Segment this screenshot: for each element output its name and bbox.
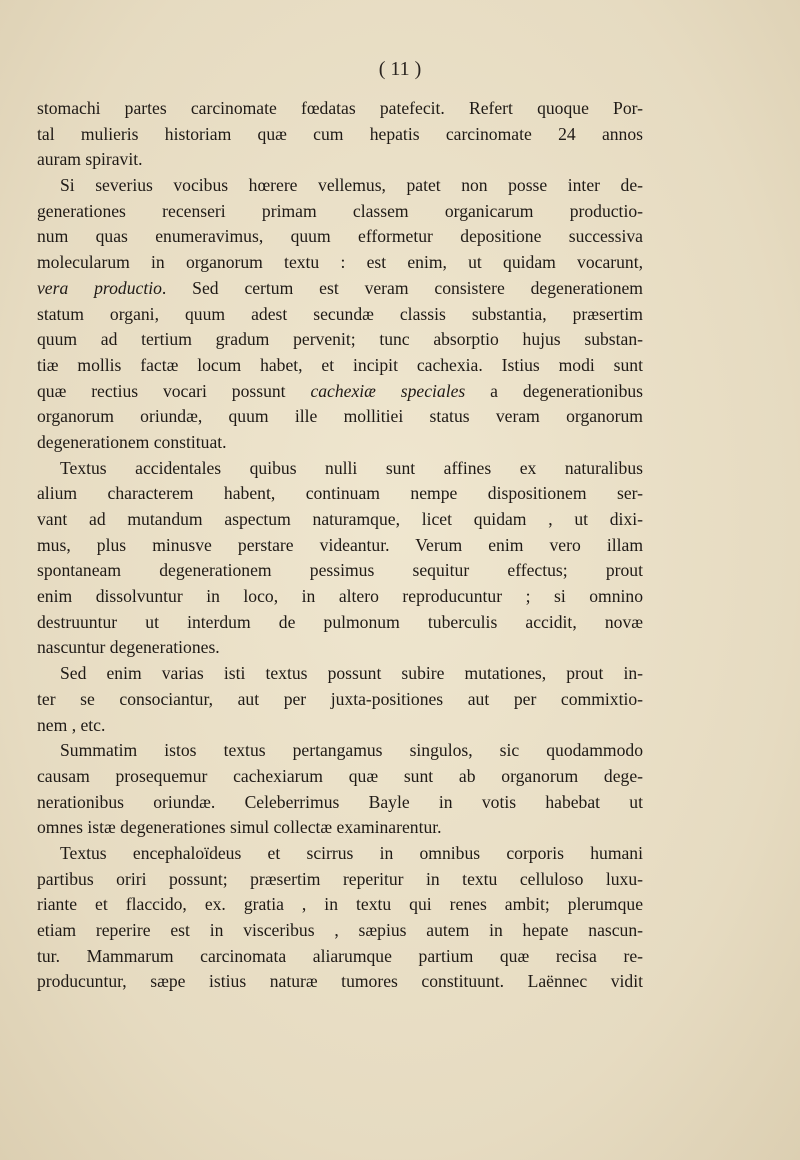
text-run: a degenerationibus xyxy=(465,380,644,401)
text-line: ter se consociantur, aut per juxta-positiones aut per commixtio- xyxy=(37,688,643,709)
text-line: nem , etc. xyxy=(37,714,106,735)
text-line: Summatim istos textus pertangamus singulos, sic quodammodo xyxy=(60,740,643,761)
text-line: stomachi partes carcinomate fœdatas patefecit. Refert quoque Por- xyxy=(37,98,643,118)
text-line: tiæ mollis factæ locum habet, et incipit cachexia. Istius modi sunt xyxy=(37,354,643,375)
text-line: omnes istæ degenerationes simul collectæ examinarentur. xyxy=(37,817,442,838)
text-line: tal mulieris historiam quæ cum hepatis carcinomate 24 annos xyxy=(37,123,643,144)
text-line: Si severius vocibus hœrere vellemus, patet non posse inter de- xyxy=(60,175,643,196)
text-line: causam prosequemur cachexiarum quæ sunt ab organorum dege- xyxy=(37,765,643,786)
text-line xyxy=(37,276,643,302)
text-line: enim dissolvuntur in loco, in altero reproducuntur ; si omnino xyxy=(37,586,643,607)
text-line: destruuntur ut interdum de pulmonum tuberculis accidit, novæ xyxy=(37,611,643,632)
body-text xyxy=(37,96,643,995)
text-line: vant ad mutandum aspectum naturamque, licet quidam , ut dixi- xyxy=(37,509,643,529)
text-line: partibus oriri possunt; præsertim reperitur in textu celluloso luxu- xyxy=(37,868,643,889)
text-line: auram spiravit. xyxy=(37,149,143,170)
text-run: . Sed certum est veram consistere degenerationem xyxy=(161,277,643,298)
text-run: quæ rectius vocari possunt xyxy=(37,380,311,401)
text-line: degenerationem constituat. xyxy=(37,431,227,452)
text-line: producuntur, sæpe istius naturæ tumores constituunt. Laënnec vidit xyxy=(37,971,643,992)
text-line xyxy=(37,379,643,405)
text-line: spontaneam degenerationem pessimus sequitur effectus; prout xyxy=(37,560,643,581)
text-line: Textus encephaloïdeus et scirrus in omnibus corporis humani xyxy=(60,842,643,863)
text-line: nascuntur degenerationes. xyxy=(37,637,220,658)
text-line: generationes recenseri primam classem organicarum productio- xyxy=(37,200,643,221)
text-line: nerationibus oriundæ. Celeberrimus Bayle in votis habebat ut xyxy=(37,791,643,812)
text-line: Sed enim varias isti textus possunt subire mutationes, prout in- xyxy=(60,663,643,684)
text-line: quum ad tertium gradum pervenit; tunc absorptio hujus substan- xyxy=(37,329,643,350)
text-line: etiam reperire est in visceribus , sæpius autem in hepate nascun- xyxy=(37,920,643,940)
italic-term: vera productio xyxy=(37,277,162,298)
text-line: mus, plus minusve perstare videantur. Verum enim vero illam xyxy=(37,534,643,555)
text-line: organorum oriundæ, quum ille mollitiei status veram organorum xyxy=(37,406,643,427)
text-line: tur. Mammarum carcinomata aliarumque partium quæ recisa re- xyxy=(37,945,643,966)
text-line: statum organi, quum adest secundæ classis substantia, præsertim xyxy=(37,303,643,324)
text-line: alium characterem habent, continuam nempe dispositionem ser- xyxy=(37,483,643,504)
page-number: ( 11 ) xyxy=(378,58,422,80)
text-line: num quas enumeravimus, quum efformetur depositione successiva xyxy=(37,226,643,247)
italic-term: cachexiæ speciales xyxy=(310,380,466,401)
text-line: riante et flaccido, ex. gratia , in textu qui renes ambit; plerumque xyxy=(37,894,643,915)
text-line: molecularum in organorum textu : est enim, ut quidam vocarunt, xyxy=(37,252,643,273)
text-line: Textus accidentales quibus nulli sunt affines ex naturalibus xyxy=(60,457,643,478)
